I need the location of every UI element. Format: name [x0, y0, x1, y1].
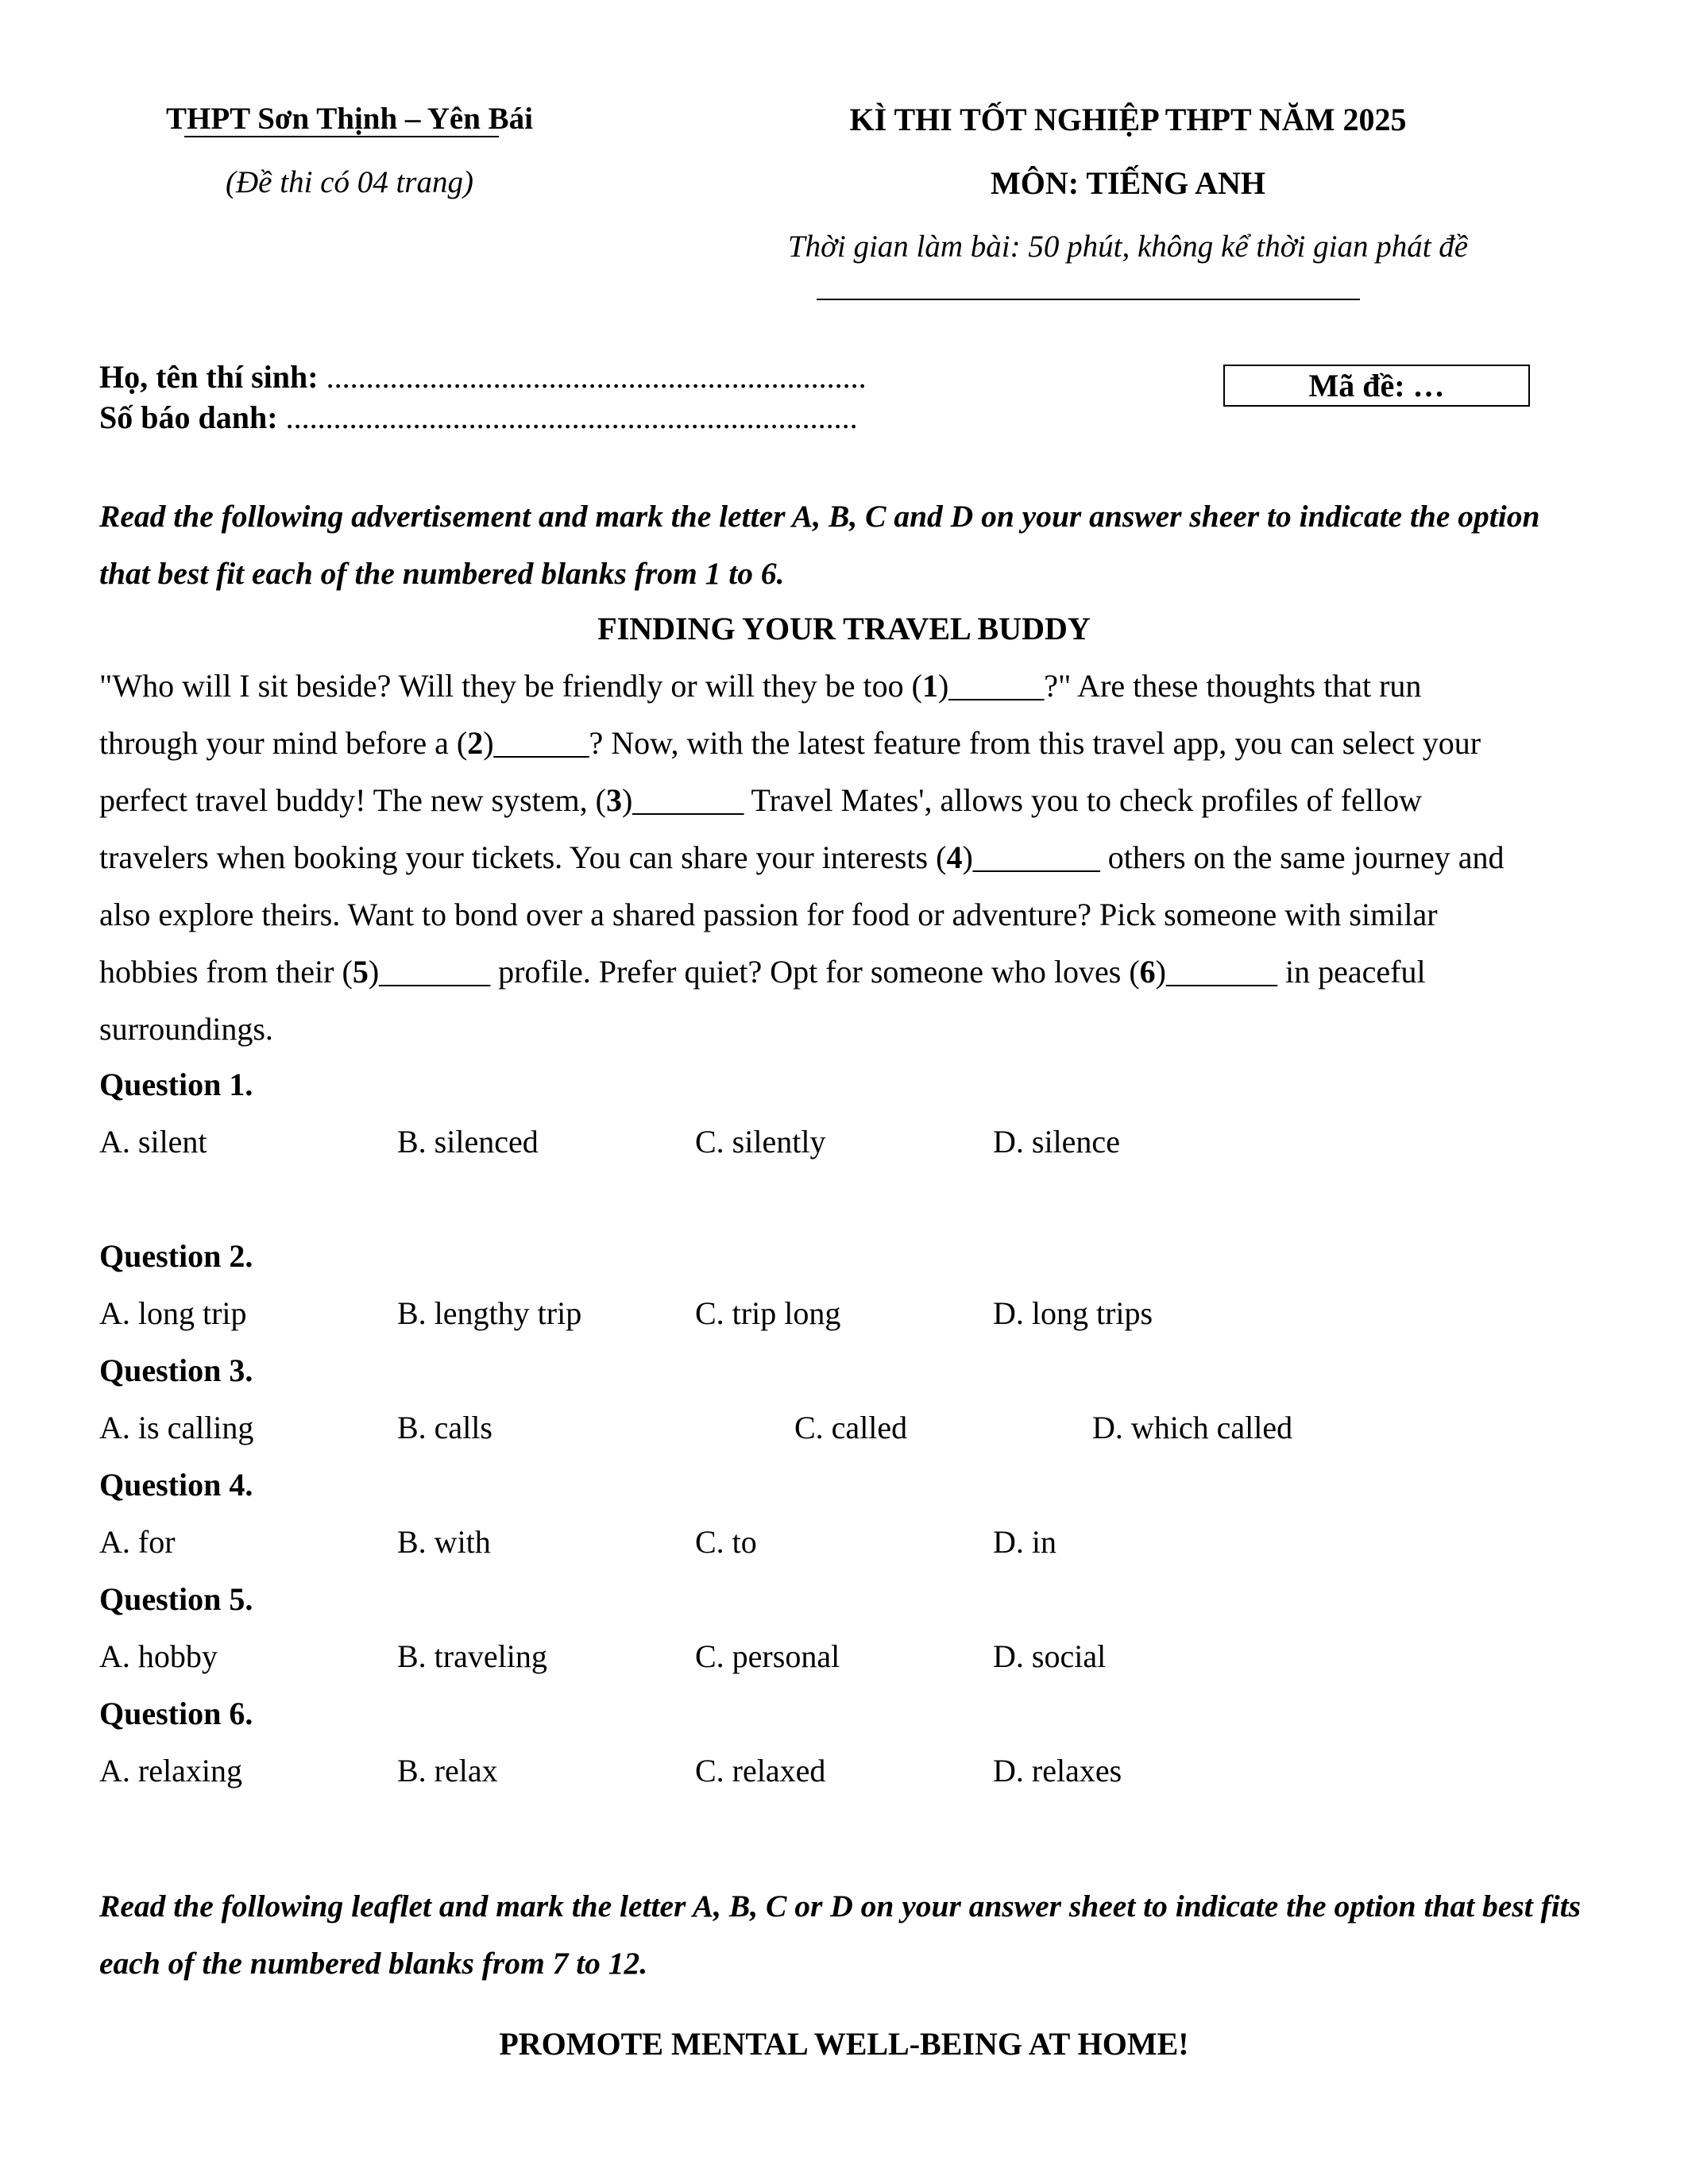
answer-option[interactable]: B. traveling: [397, 1638, 547, 1674]
candidate-name-line: [99, 358, 867, 396]
passage-title: FINDING YOUR TRAVEL BUDDY: [597, 611, 1091, 646]
blank-number: 5: [352, 954, 369, 990]
question-label: Question 2.: [99, 1238, 253, 1274]
question-label: Question 3.: [99, 1352, 253, 1388]
answer-option[interactable]: B. lengthy trip: [397, 1295, 582, 1331]
answer-option[interactable]: C. to: [695, 1524, 757, 1560]
answer-option[interactable]: A. relaxing: [99, 1753, 242, 1788]
answer-option[interactable]: A. long trip: [99, 1295, 247, 1331]
passage-line: through your mind before a (2)______? Now, with the latest feature from this travel app, you can select your: [99, 725, 1481, 761]
passage-line: "Who will I sit beside? Will they be friendly or will they be too (1)______?" Are these thoughts that run: [99, 668, 1422, 704]
answer-option[interactable]: B. with: [397, 1524, 491, 1560]
passage-line: hobbies from their (5)_______ profile. Prefer quiet? Opt for someone who loves (6)_______ in peaceful: [99, 954, 1426, 990]
question-label: Question 6.: [99, 1696, 253, 1731]
candidate-name-label: Họ, tên thí sinh:: [99, 359, 319, 395]
answer-option[interactable]: B. calls: [397, 1410, 492, 1445]
blank-number: 3: [605, 782, 622, 818]
answer-option[interactable]: D. social: [993, 1638, 1107, 1674]
school-underline: [184, 136, 499, 137]
candidate-id-field[interactable]: ........................................................................: [285, 399, 858, 435]
question-label: Question 4.: [99, 1467, 253, 1503]
exam-code-box: Mã đề: …: [1223, 365, 1530, 407]
answer-option[interactable]: C. relaxed: [695, 1753, 826, 1788]
answer-option[interactable]: D. relaxes: [993, 1753, 1122, 1788]
header-divider: [817, 299, 1360, 300]
answer-option[interactable]: B. silenced: [397, 1124, 539, 1160]
answer-option[interactable]: D. which called: [1092, 1410, 1293, 1445]
passage-line: perfect travel buddy! The new system, (3)_______ Travel Mates', allows you to check profiles of fellow: [99, 782, 1422, 818]
answer-option[interactable]: C. trip long: [695, 1295, 841, 1331]
answer-option[interactable]: D. in: [993, 1524, 1056, 1560]
candidate-id-line: [99, 399, 858, 436]
passage-line: travelers when booking your tickets. You can share your interests (4)________ others on the same journey and: [99, 839, 1505, 875]
blank-number: 6: [1139, 954, 1156, 990]
school-name: THPT Sơn Thịnh – Yên Bái: [166, 102, 533, 136]
section1-instruction: Read the following advertisement and mark the letter A, B, C and D on your answer sheer to indicate the option that best fit each of the numbered blanks from 1 to 6.: [99, 499, 1540, 591]
pages-note: (Đề thi có 04 trang): [226, 165, 473, 199]
blank-number: 4: [946, 839, 963, 875]
answer-option[interactable]: C. called: [794, 1410, 908, 1445]
blank-number: 1: [921, 668, 938, 704]
answer-option[interactable]: A. for: [99, 1524, 176, 1560]
answer-option[interactable]: A. hobby: [99, 1638, 218, 1674]
answer-option[interactable]: C. silently: [695, 1124, 826, 1160]
section2-instruction: Read the following leaflet and mark the letter A, B, C or D on your answer sheet to indicate the option that best fits each of the numbered blanks from 7 to 12.: [99, 1889, 1582, 1981]
answer-option[interactable]: C. personal: [695, 1638, 840, 1674]
answer-option[interactable]: A. silent: [99, 1124, 207, 1160]
answer-option[interactable]: D. long trips: [993, 1295, 1153, 1331]
candidate-name-field[interactable]: ....................................................................: [326, 359, 867, 395]
passage-line: also explore theirs. Want to bond over a shared passion for food or adventure? Pick someone with similar: [99, 897, 1438, 932]
question-label: Question 5.: [99, 1581, 253, 1617]
time-note: Thời gian làm bài: 50 phút, không kể thời gian phát đề: [787, 230, 1469, 264]
answer-option[interactable]: B. relax: [397, 1753, 498, 1788]
question-label: Question 1.: [99, 1067, 253, 1102]
leaflet-title: PROMOTE MENTAL WELL-BEING AT HOME!: [499, 2026, 1189, 2062]
candidate-id-label: Số báo danh:: [99, 399, 278, 435]
blank-number: 2: [467, 725, 484, 761]
answer-option[interactable]: D. silence: [993, 1124, 1120, 1160]
passage-line: surroundings.: [99, 1011, 273, 1047]
exam-title: KÌ THI TỐT NGHIỆP THPT NĂM 2025: [849, 102, 1407, 137]
answer-option[interactable]: A. is calling: [99, 1410, 254, 1445]
subject-title: MÔN: TIẾNG ANH: [991, 165, 1265, 201]
